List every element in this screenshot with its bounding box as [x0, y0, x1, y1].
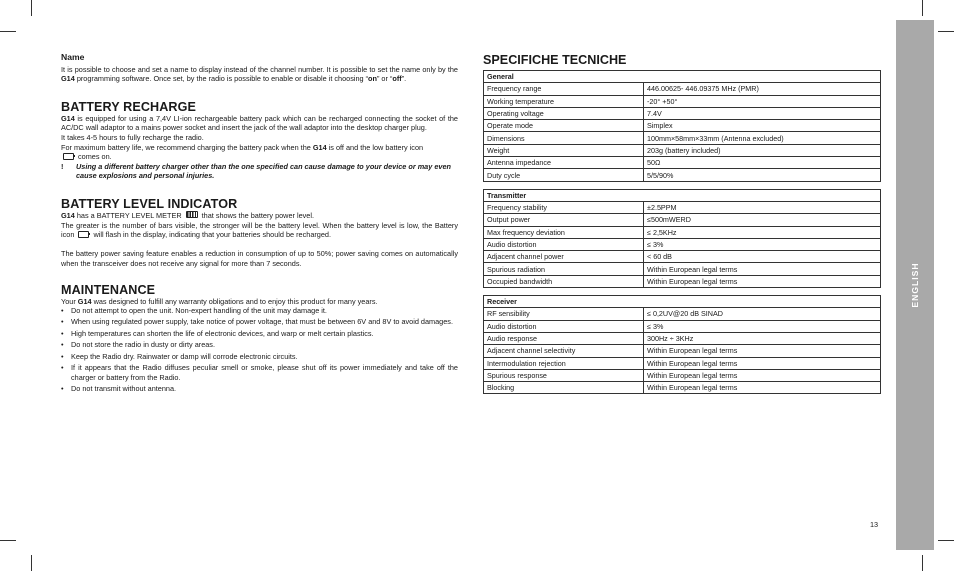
language-label: ENGLISH [910, 262, 920, 308]
recharge-paragraph-3: For maximum battery life, we recommend charging the battery pack when the G14 is off and the low battery icon comes on. [61, 142, 424, 162]
list-item: • When using regulated power supply, take notice of power voltage, that must be between 6V and 8V to avoid damages. [61, 317, 453, 327]
table-header: Receiver [484, 296, 881, 308]
name-heading: Name [61, 52, 85, 62]
transmitter-specs-table [483, 189, 881, 288]
recharge-paragraph-1: G14 is equipped for using a 7,4V LI-ion rechargeable battery pack which can be recharged connecting the socket of the AC/DC wall adaptor to a mains power socket and insert the jack of the wall adaptor into the desktop charger plug. [61, 113, 458, 133]
receiver-specs-table [483, 295, 881, 394]
table-row: Frequency range 446.00625- 446.09375 MHz (PMR) [484, 83, 881, 95]
table-row: Frequency stability ±2.5PPM [484, 201, 881, 213]
table-row: Working temperature -20° +50° [484, 95, 881, 107]
table-row: Intermodulation rejection Within European legal terms [484, 357, 881, 369]
battery-level-meter-icon [186, 211, 198, 218]
name-paragraph: It is possible to choose and set a name to display instead of the channel number. It is possible to set the name only by the G14 programming software. Once set, by the radio is possible to enable or disable it choosing “on” or “off”. [61, 64, 458, 84]
table-row: RF sensibility ≤ 0,2UV@20 dB SINAD [484, 308, 881, 320]
battery-recharge-heading: BATTERY RECHARGE [61, 99, 197, 114]
table-row: Operating voltage 7.4V [484, 107, 881, 119]
recharge-paragraph-2: It takes 4-5 hours to fully recharge the radio. [61, 132, 204, 142]
table-row: Blocking Within European legal terms [484, 382, 881, 394]
table-row: Audio distortion ≤ 3% [484, 238, 881, 250]
specs-title: SPECIFICHE TECNICHE [483, 53, 627, 67]
table-row: Adjacent channel power < 60 dB [484, 251, 881, 263]
list-item: • If it appears that the Radio diffuses peculiar smell or smoke, please shut off its power immediately and take off the charger or battery from the Radio. [61, 363, 458, 382]
list-item: • Do not transmit without antenna. [61, 384, 177, 394]
general-specs-table [483, 70, 881, 182]
level-paragraph-2: The greater is the number of bars visible, the stronger will be the battery level. When the battery level is low, the Battery icon will flash in the display, indicating that your batteries should be recharged. [61, 220, 458, 240]
specifications-column [483, 53, 881, 394]
table-header: General [484, 71, 881, 83]
maintenance-list [61, 306, 458, 394]
maintenance-intro: Your G14 was designed to fulfill any warranty obligations and to enjoy this product for many years. [61, 296, 378, 306]
table-row: Audio response 300Hz ÷ 3KHz [484, 332, 881, 344]
table-row: Duty cycle 5/5/90% [484, 169, 881, 181]
low-battery-icon [63, 153, 74, 160]
table-row: Max frequency deviation ≤ 2,5KHz [484, 226, 881, 238]
table-row: Operate mode Simplex [484, 120, 881, 132]
table-row: Output power ≤500mWERD [484, 214, 881, 226]
list-item: • Do not store the radio in dusty or dirty areas. [61, 340, 215, 350]
list-item: • High temperatures can shorten the life of electronic devices, and warp or melt certain plastics. [61, 328, 374, 338]
charger-warning: ! Using a different battery charger other than the one specified can cause damage to your device or may even cause explosions and personal injuries. [61, 161, 451, 181]
table-row: Antenna impedance 50Ω [484, 157, 881, 169]
table-row: Weight 203g (battery included) [484, 144, 881, 156]
left-column [61, 53, 458, 395]
list-item: • Keep the Radio dry. Rainwater or damp will corrode electronic circuits. [61, 351, 298, 361]
maintenance-heading: MAINTENANCE [61, 282, 156, 297]
table-row: Dimensions 100mm×58mm×33mm (Antenna excluded) [484, 132, 881, 144]
page-number: 13 [870, 520, 879, 529]
table-row: Audio distortion ≤ 3% [484, 320, 881, 332]
table-row: Adjacent channel selectivity Within European legal terms [484, 345, 881, 357]
battery-level-heading: BATTERY LEVEL INDICATOR [61, 196, 238, 211]
battery-icon [78, 231, 89, 238]
table-row: Spurious response Within European legal terms [484, 369, 881, 381]
table-header: Transmitter [484, 189, 881, 201]
table-row: Occupied bandwidth Within European legal terms [484, 275, 881, 287]
table-row: Spurious radiation Within European legal terms [484, 263, 881, 275]
list-item: • Do not attempt to open the unit. Non-expert handling of the unit may damage it. [61, 306, 327, 316]
level-paragraph-1: G14 has a BATTERY LEVEL METER that shows the battery power level. [61, 210, 315, 220]
level-paragraph-3: The battery power saving feature enables a reduction in consumption of up to 50%; power saving comes on automatically when the transceiver does not receive any signal for more than 7 seconds. [61, 249, 458, 268]
